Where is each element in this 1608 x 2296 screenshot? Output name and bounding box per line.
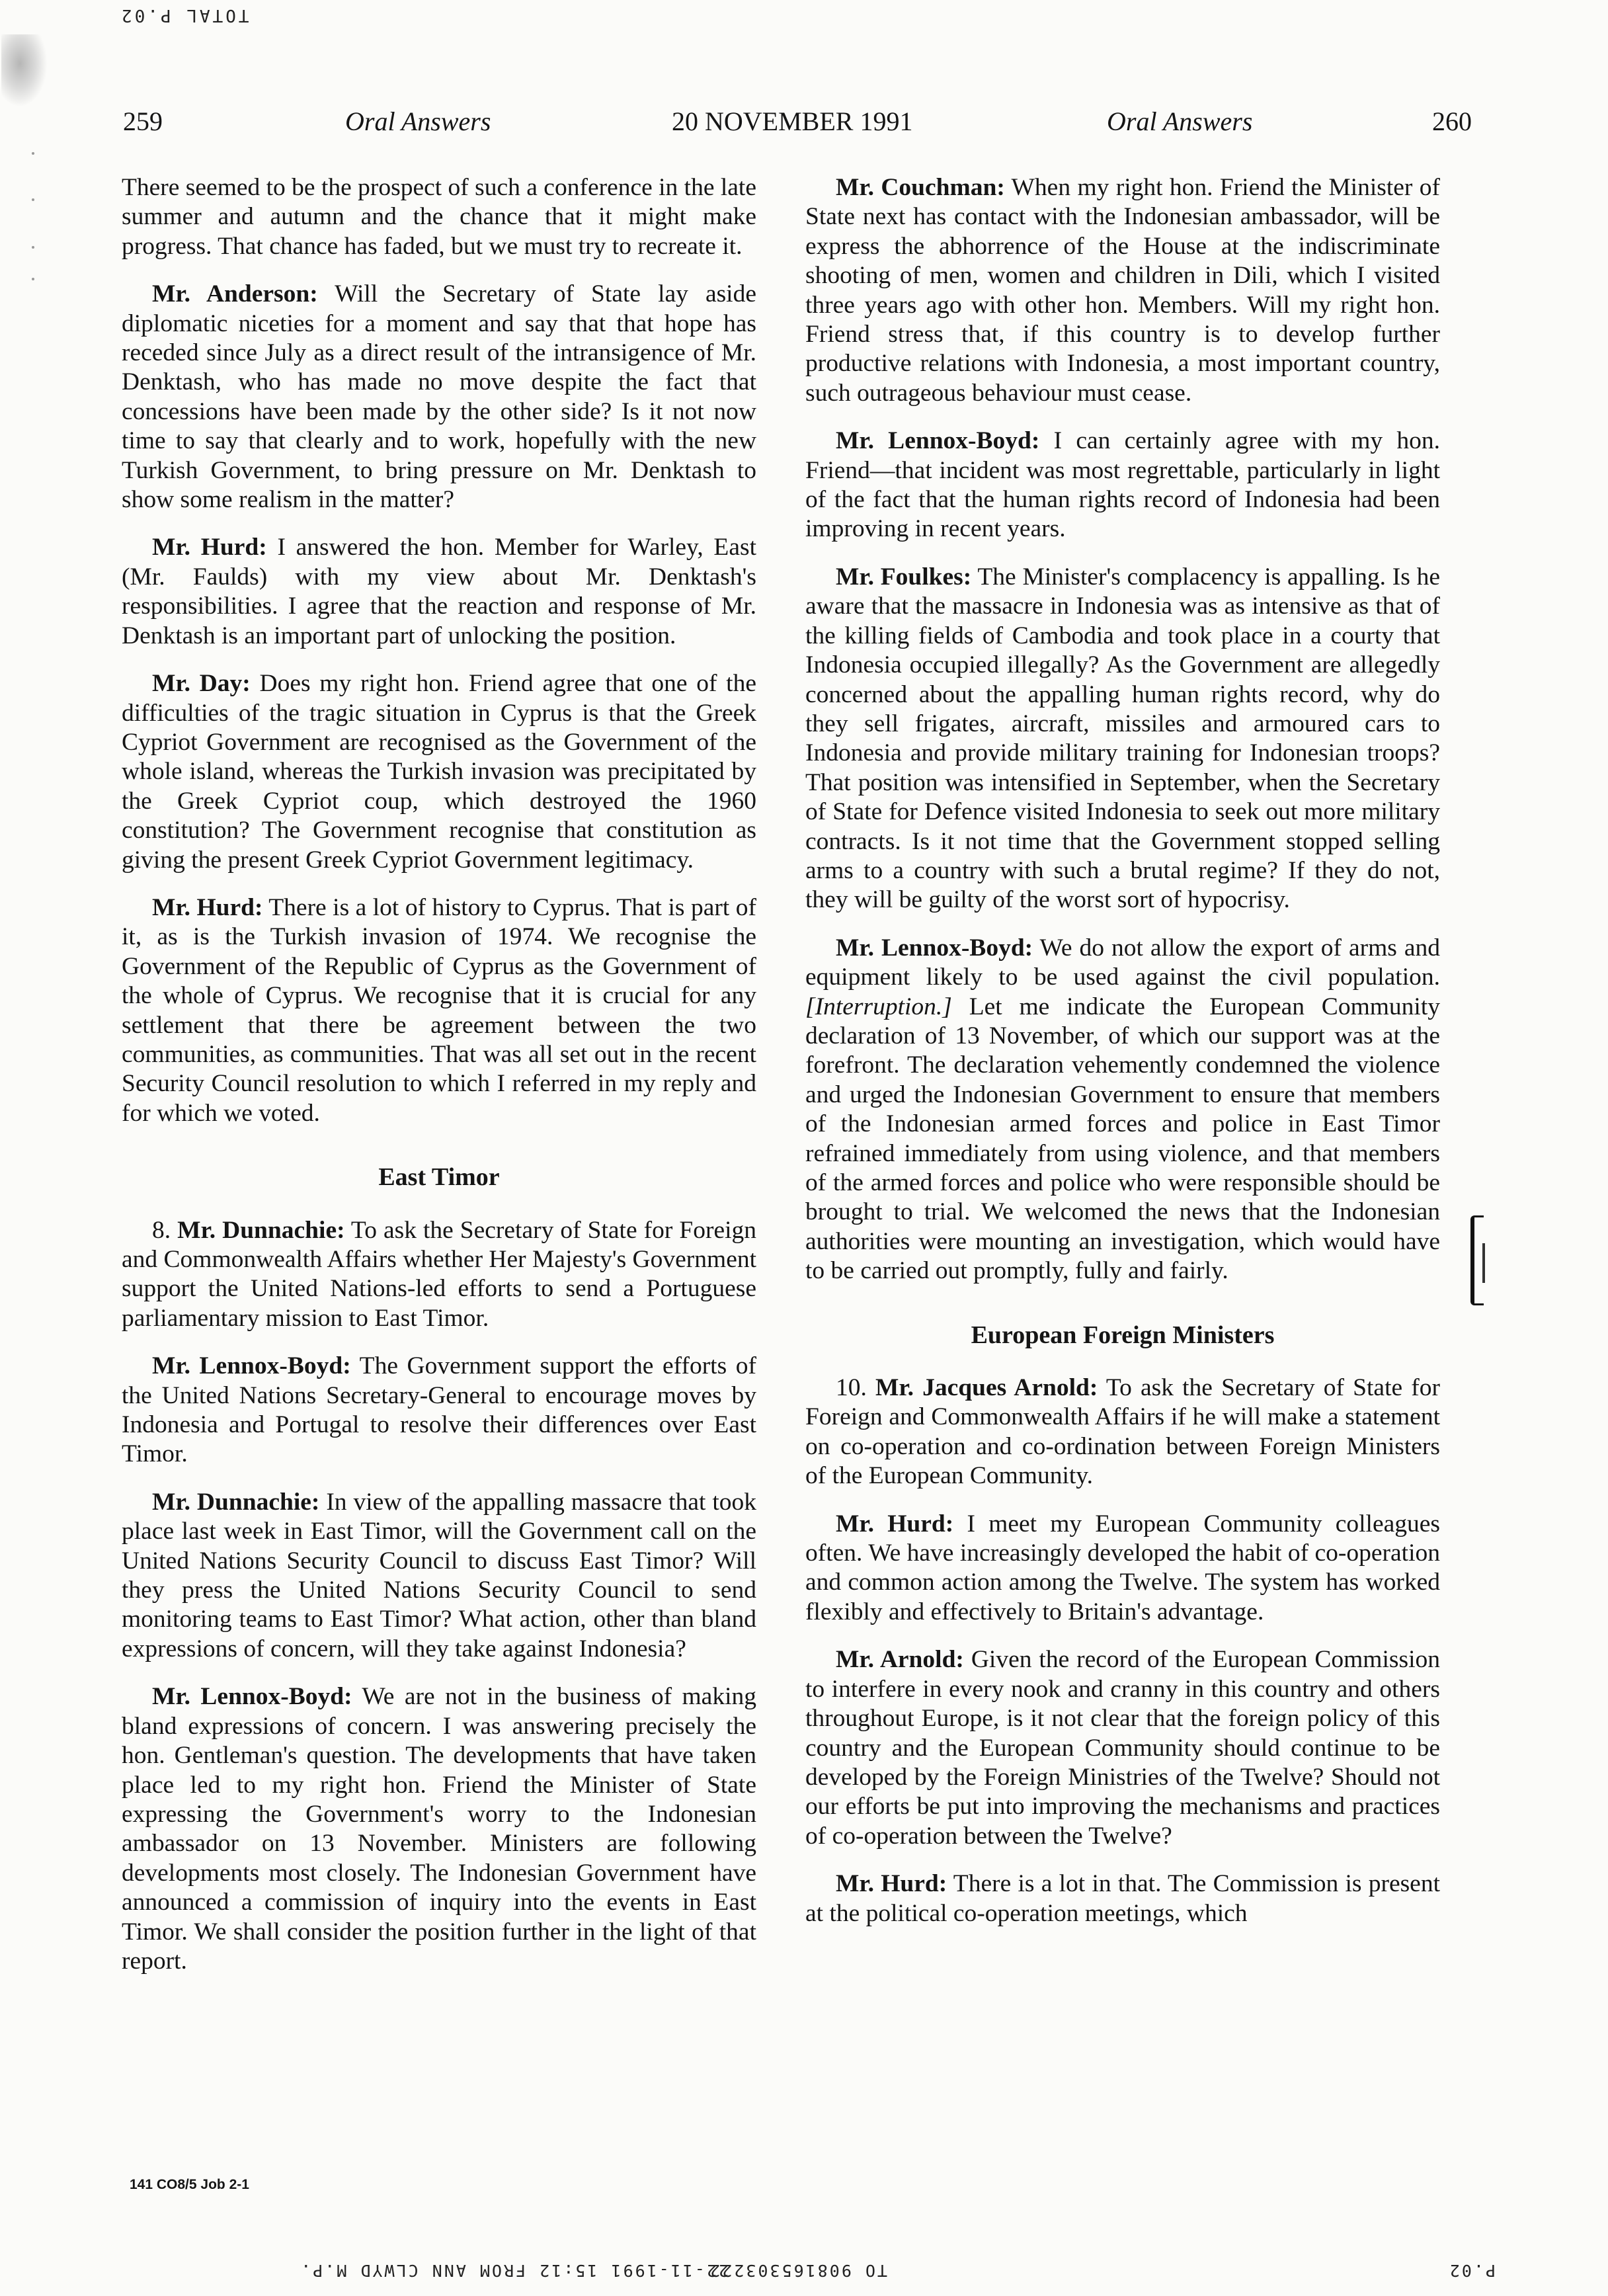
- section-title-right: Oral Answers: [1107, 106, 1253, 136]
- paragraph: [805, 427, 1440, 544]
- page-header: [123, 106, 1478, 145]
- speaker: Mr. Couchman:: [836, 174, 1005, 201]
- paragraph: [805, 563, 1440, 915]
- speaker: Mr. Foulkes:: [836, 563, 972, 591]
- speech: In view of the appalling massacre that took place last week in East Timor, will the Government call on the United Nations Security Council to discuss East Timor? Will they press the United Nations Security Council to send monitoring teams to East Timor? What action, other than bland expressions of concern, will they take against Indonesia?: [122, 1488, 756, 1662]
- header-date: 20 NOVEMBER 1991: [672, 106, 913, 136]
- margin-bracket-mark: [1470, 1215, 1484, 1305]
- speech: There is a lot in that. The Commission is present at the political co-operation meetings, which: [805, 1870, 1441, 1927]
- fax-page-count: P.02: [1447, 2261, 1496, 2280]
- fax-speckle: [32, 278, 34, 280]
- speaker: Mr. Hurd:: [836, 1510, 954, 1538]
- paragraph: [805, 934, 1440, 1286]
- paragraph: [122, 1682, 756, 1976]
- speech: I can certainly agree with my hon. Friend—that incident was most regrettable, particularly in light of the fact that the human rights record of Indonesia had been improving in recent years.: [805, 427, 1440, 543]
- paragraph: [122, 893, 756, 1128]
- speech: We are not in the business of making bland expressions of concern. I was answering precisely the hon. Gentleman's question. The developments that have taken place led to my right hon. Friend the Minister of State expressing the Government's worry to the Indonesian ambassador on 13 November. Ministers are following developments most closely. The Indonesian Government have announced a commission of inquiry into the events in East Timor. We shall consider the position further in the light of that report.: [122, 1683, 756, 1975]
- speaker: Mr. Hurd:: [836, 1870, 947, 1898]
- speech: The Government support the efforts of the United Nations Secretary-General to encourage moves by Indonesia and Portugal to resolve their differences over East Timor.: [122, 1352, 757, 1468]
- fax-speckle: [32, 246, 34, 249]
- paragraph: [805, 1374, 1440, 1491]
- fax-transmission-line: [0, 2254, 1608, 2287]
- speaker: Mr. Jacques Arnold:: [875, 1374, 1098, 1402]
- speech: Does my right hon. Friend agree that one of the difficulties of the tragic situation in Cyprus is that the Greek Cypriot Government are recognised as the Government of the whole island, whereas the Turkish invasion was precipitated by the Greek Cypriot coup, which destroyed the 1960 constitution? The Government recognise that constitution as giving the present Greek Cypriot Government legitimacy.: [122, 670, 756, 874]
- section-heading: European Foreign Ministers: [971, 1321, 1275, 1349]
- paragraph: [122, 669, 756, 875]
- speech: To ask the Secretary of State for Foreign and Commonwealth Affairs if he will make a statement on co-operation and co-ordination between Foreign Ministers of the European Community.: [805, 1374, 1440, 1490]
- speaker: Mr. Dunnachie:: [177, 1216, 345, 1244]
- right-column: [805, 173, 1440, 1947]
- question-number: 10.: [836, 1374, 876, 1402]
- paragraph: There seemed to be the prospect of such a conference in the late summer and autumn and the chance that it might make progress. That chance has faded, but we must try to recreate it.: [122, 174, 756, 260]
- speech: We do not allow the export of arms and equipment likely to be used against the civil population.: [805, 934, 1440, 991]
- interruption-note: [Interruption.]: [805, 993, 952, 1020]
- speaker: Mr. Hurd:: [152, 893, 263, 921]
- page-number-right: 260: [1432, 106, 1472, 136]
- paragraph: [122, 280, 756, 514]
- speaker: Mr. Dunnachie:: [152, 1488, 320, 1516]
- paragraph: [122, 533, 756, 651]
- left-column: [122, 173, 756, 1994]
- section-heading: East Timor: [378, 1163, 500, 1192]
- speech: When my right hon. Friend the Minister of State next has contact with the Indonesian ambassador, will be express the abhorrence of the House at the indiscriminate shooting of men, women and children in Dili, which I visited three years ago with other hon. Members. Will my right hon. Friend stress that, if this country is to develop further productive relations with Indonesia, a most important country, such outrageous behaviour must cease.: [805, 174, 1440, 407]
- speech: Will the Secretary of State lay aside diplomatic niceties for a moment and say that that hope has receded since July as a direct result of the intransigence of Mr. Denktash, who has made no move despite the fact that concessions have been made by the other side? Is it not now time to say that clearly and to work, hopefully with the new Turkish Government, to bring pressure on Mr. Denktash to show some realism in the matter?: [122, 280, 756, 514]
- fax-smudge: [1, 34, 48, 107]
- speaker: Mr. Lennox-Boyd:: [836, 934, 1033, 962]
- job-reference: 141 CO8/5 Job 2-1: [130, 2177, 249, 2192]
- paragraph: [805, 173, 1440, 408]
- speech: The Minister's complacency is appalling. Is he aware that the massacre in Indonesia was as intensive as that of the killing fields of Cambodia and took place in a courty that Indonesia occupied illegally? As the Government are allegedly concerned about the appalling human rights record, why do they sell frigates, aircraft, missiles and armoured cars to Indonesia and provide military training for Indonesian troops? That position was intensified in September, when the Secretary of State for Defence visited Indonesia to seek out more military contracts. Is it not time that the Government stopped selling arms to a country with such a brutal regime? If they do not, they will be guilty of the worst sort of hypocrisy.: [805, 563, 1440, 914]
- section-title-left: Oral Answers: [345, 106, 491, 136]
- speech: I meet my European Community colleagues often. We have increasingly developed the habit of co-operation and common action among the Twelve. The system has worked flexibly and effectively to Britain's advantage.: [805, 1510, 1440, 1625]
- speech: There is a lot of history to Cyprus. That is part of it, as is the Turkish invasion of 1974. We recognise the Government of the Republic of Cyprus as the Government of the whole of Cyprus. We recognise that it is crucial for any settlement that there be agreement between the two communities, as communities. That was all set out in the recent Security Council resolution to which I referred in my reply and for which we voted.: [122, 893, 757, 1127]
- fax-total-pages: TOTAL P.02: [119, 5, 249, 25]
- question-number: 8.: [152, 1216, 178, 1244]
- speaker: Mr. Lennox-Boyd:: [152, 1352, 351, 1380]
- speaker: Mr. Day:: [152, 670, 251, 698]
- paragraph: [805, 1645, 1440, 1851]
- speech: I answered the hon. Member for Warley, East (Mr. Faulds) with my view about Mr. Denktash's responsibilities. I agree that the reaction and response of Mr. Denktash is an important part of unlocking the position.: [122, 534, 756, 649]
- speaker: Mr. Lennox-Boyd:: [152, 1683, 352, 1711]
- fax-speckle: [32, 198, 34, 201]
- speaker: Mr. Hurd:: [152, 534, 267, 561]
- speaker: Mr. Arnold:: [836, 1646, 964, 1674]
- fax-timestamp-sender: 22-11-1991 15:12 FROM ANN CLWYD M.P.: [299, 2261, 729, 2280]
- paragraph: [122, 1488, 756, 1664]
- paragraph: [805, 1869, 1440, 1928]
- speech: Given the record of the European Commission to interfere in every nook and cranny in this country and others throughout Europe, is it not clear that the foreign policy of this country and the European Community should continue to be developed by the Foreign Ministries of the Twelve? Should not our efforts be put into improving the mechanisms and practices of co-operation between the Twelve?: [805, 1646, 1440, 1850]
- paragraph: [805, 1510, 1440, 1627]
- fax-destination: TO 908165303222: [708, 2261, 887, 2280]
- speech: To ask the Secretary of State for Foreign and Commonwealth Affairs whether Her Majesty's Government support the United Nations-led efforts to send a Portuguese parliamentary mission to East Timor.: [122, 1216, 757, 1332]
- paragraph: [122, 1352, 756, 1469]
- speaker: Mr. Anderson:: [152, 280, 318, 308]
- fax-speckle: [32, 152, 34, 155]
- page-number-left: 259: [123, 106, 163, 136]
- paragraph: [122, 1216, 756, 1334]
- margin-tick-mark: [1482, 1243, 1485, 1283]
- speaker: Mr. Lennox-Boyd:: [836, 427, 1040, 455]
- speech: Let me indicate the European Community declaration of 13 November, of which our support was at the forefront. The declaration vehemently condemned the violence and urged the Indonesian Government to ensure that members of the Indonesian armed forces and police in East Timor refrained immediately from using violence, and that members of the armed forces and police who were responsible should be brought to trial. We welcomed the news that the Indonesian authorities were mounting an investigation, which would have to be carried out promptly, fully and fairly.: [805, 993, 1440, 1285]
